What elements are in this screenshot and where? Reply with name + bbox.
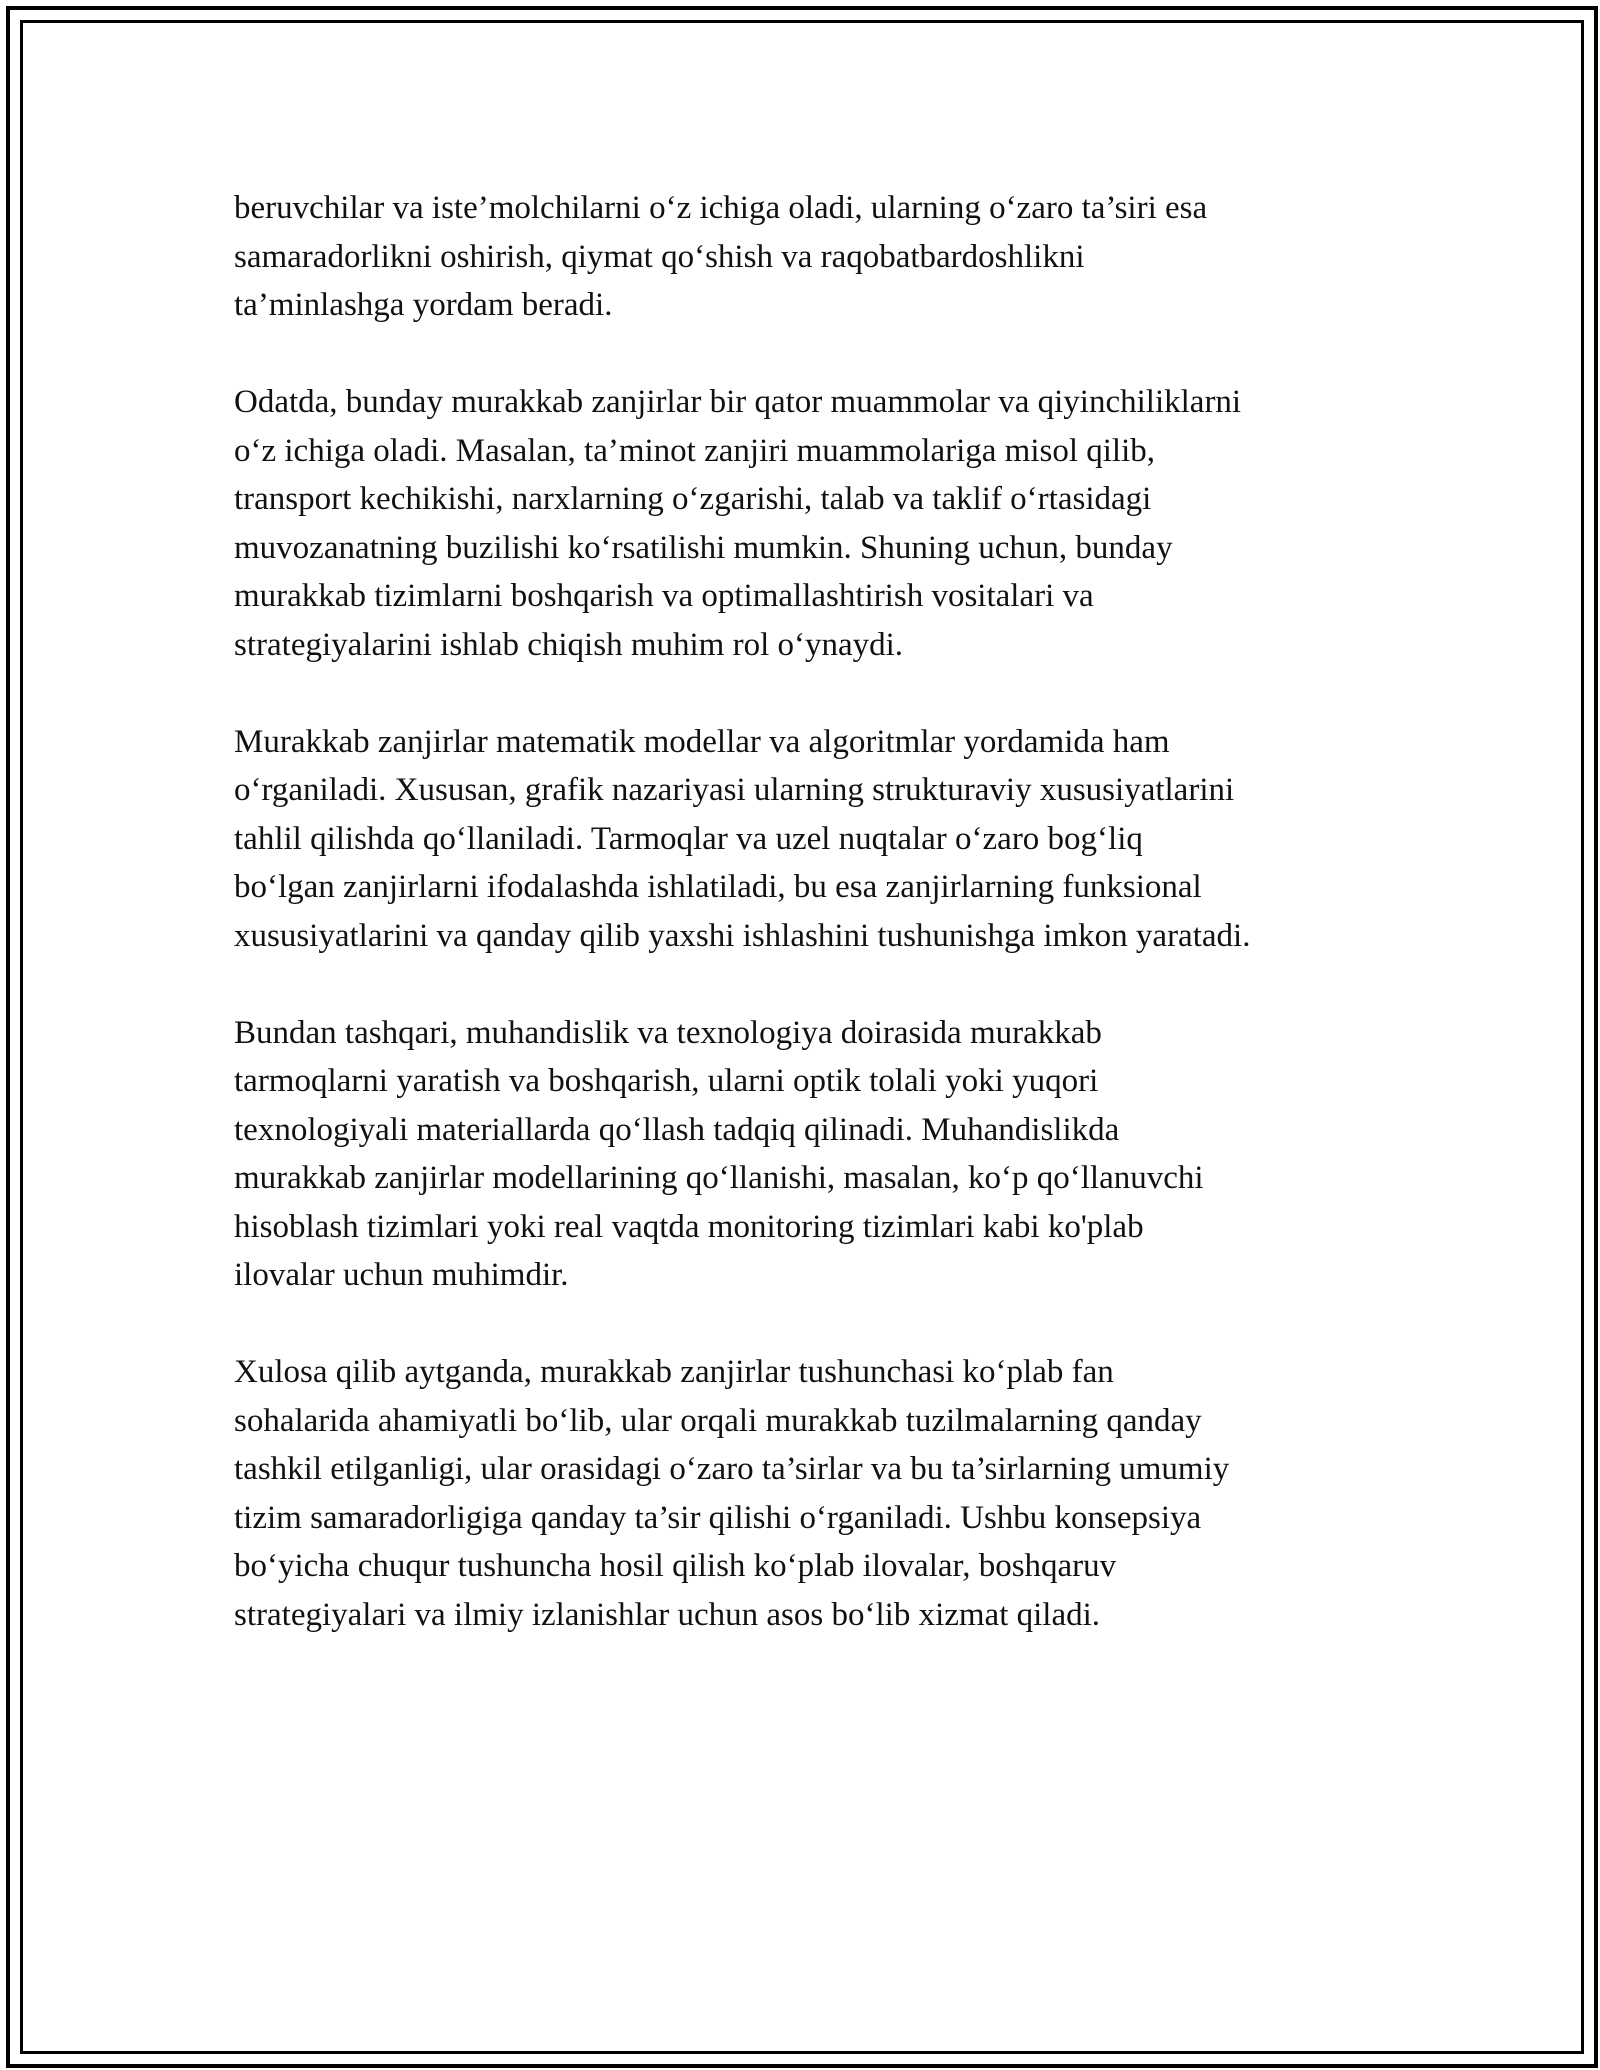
text-line: Odatda, bunday murakkab zanjirlar bir qator muammolar va qiyinchiliklarni [234,384,1242,420]
paragraph-2 [234,378,1394,669]
paragraph-1 [234,184,1394,330]
text-line: tarmoqlarni yaratish va boshqarish, ularni optik tolali yoki yuqori [234,1063,1099,1099]
text-line: tizim samaradorligiga qanday ta’sir qilishi o‘rganiladi. Ushbu konsepsiya [234,1499,1202,1536]
text-line: transport kechikishi, narxlarning o‘zgarishi, talab va taklif o‘rtasidagi [234,481,1152,517]
text-line: strategiyalari va ilmiy izlanishlar uchun asos bo‘lib xizmat qiladi. [234,1596,1101,1633]
text-line: texnologiyali materiallarda qo‘llash tadqiq qilinadi. Muhandislikda [234,1111,1120,1148]
text-line: o‘z ichiga oladi. Masalan, ta’minot zanjiri muammolariga misol qilib, [234,432,1156,469]
text-line: murakkab tizimlarni boshqarish va optimallashtirish vositalari va [234,578,1094,614]
text-line: Bundan tashqari, muhandislik va texnologiya doirasida murakkab [234,1014,1102,1051]
text-line: o‘rganiladi. Xususan, grafik nazariyasi ularning strukturaviy xususiyatlarini [234,772,1235,808]
text-line: ilovalar uchun muhimdir. [234,1257,569,1293]
paragraph-3 [234,718,1394,961]
text-line: tashkil etilganligi, ular orasidagi o‘zaro ta’sirlar va bu ta’sirlarning umumiy [234,1451,1230,1487]
text-line: Xulosa qilib aytganda, murakkab zanjirlar tushunchasi ko‘plab fan [234,1354,1114,1390]
text-line: xususiyatlarini va qanday qilib yaxshi ishlashini tushunishga imkon yaratadi. [234,917,1251,954]
text-line: samaradorlikni oshirish, qiymat qo‘shish va raqobatbardoshlikni [234,238,1085,275]
text-line: ta’minlashga yordam beradi. [234,287,613,323]
text-line: beruvchilar va iste’molchilarni o‘z ichiga oladi, ularning o‘zaro ta’siri esa [234,190,1208,226]
text-line: murakkab zanjirlar modellarining qo‘llanishi, masalan, ko‘p qo‘llanuvchi [234,1160,1204,1196]
text-line: muvozanatning buzilishi ko‘rsatilishi mumkin. Shuning uchun, bunday [234,529,1173,566]
text-line: bo‘lgan zanjirlarni ifodalashda ishlatiladi, bu esa zanjirlarning funksional [234,869,1202,905]
paragraph-4 [234,1009,1394,1300]
text-line: bo‘yicha chuqur tushuncha hosil qilish ko‘plab ilovalar, boshqaruv [234,1548,1117,1584]
paragraph-5 [234,1348,1394,1639]
text-line: Murakkab zanjirlar matematik modellar va algoritmlar yordamida ham [234,723,1170,760]
text-line: hisoblash tizimlari yoki real vaqtda monitoring tizimlari kabi ko'plab [234,1208,1144,1245]
text-line: sohalarida ahamiyatli bo‘lib, ular orqali murakkab tuzilmalarning qanday [234,1402,1202,1439]
text-line: strategiyalarini ishlab chiqish muhim rol o‘ynaydi. [234,626,904,663]
text-line: tahlil qilishda qo‘llaniladi. Tarmoqlar va uzel nuqtalar o‘zaro bog‘liq [234,820,1143,857]
document-body [234,184,1394,1688]
